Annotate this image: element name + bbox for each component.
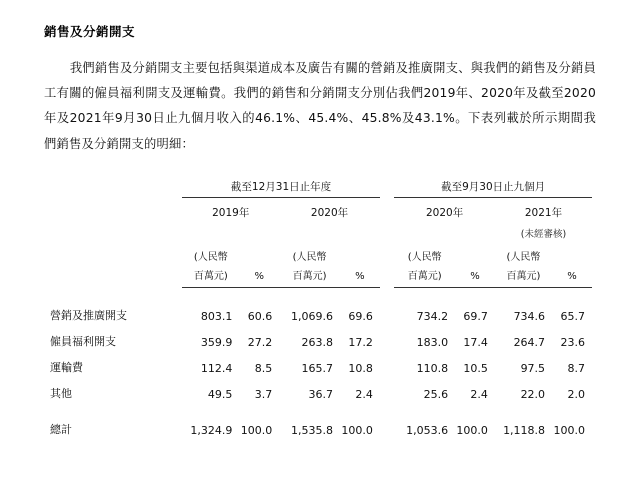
cell-value: 8.7	[567, 361, 585, 375]
rule-cell	[394, 406, 455, 415]
cell-value: 2.4	[470, 387, 488, 401]
rule-cell	[182, 439, 239, 442]
spacer-cell	[48, 287, 592, 302]
unit-percent-2021: %	[552, 267, 592, 288]
rule-cell	[239, 439, 279, 442]
total-value: 1,324.9	[190, 423, 233, 437]
unit-blank-2	[340, 248, 380, 267]
rule-cell	[495, 439, 552, 442]
empty-label-cell	[48, 226, 182, 248]
total-value: 100.0	[240, 423, 273, 437]
column-gap	[380, 248, 394, 267]
rule-cell	[182, 406, 239, 415]
cell-value: 10.5	[463, 361, 488, 375]
cell-value: 263.8	[301, 335, 333, 349]
table-total-row	[48, 415, 592, 439]
rule-cell	[455, 406, 495, 415]
cell-value: 112.4	[200, 361, 233, 375]
unit-currency-2021: (人民幣	[506, 251, 541, 263]
rule-cell	[340, 439, 380, 442]
cell-value: 110.8	[416, 361, 449, 375]
unit-currency-2019: (人民幣	[193, 251, 228, 263]
financial-table-wrapper	[44, 179, 596, 442]
rule-cell	[455, 439, 495, 442]
cell-value: 36.7	[308, 387, 333, 401]
column-gap	[380, 328, 394, 354]
cell-value: 8.5	[254, 361, 273, 375]
total-value: 1,118.8	[503, 423, 546, 437]
cell-value: 2.4	[355, 387, 373, 401]
table-unit-row-2	[48, 267, 592, 288]
cell-value: 17.2	[348, 335, 373, 349]
table-audit-note-row	[48, 226, 592, 248]
row-label-others: 其他	[50, 386, 72, 400]
empty-label-cell	[48, 248, 182, 267]
unit-amount-2021: 百萬元)	[495, 267, 552, 288]
cell-value: 803.1	[200, 309, 233, 323]
total-value: 100.0	[341, 423, 373, 437]
year-header-2019: 2019年	[212, 206, 250, 219]
cell-value: 264.7	[513, 335, 546, 349]
empty-label-cell	[48, 197, 182, 226]
group-header-annual: 截至12月31日止年度	[182, 179, 380, 198]
cell-value: 734.2	[416, 309, 449, 323]
row-label-total: 總計	[50, 422, 72, 436]
column-gap	[380, 380, 394, 406]
rule-cell	[239, 406, 279, 415]
cell-value: 165.7	[301, 361, 333, 375]
total-value: 100.0	[456, 423, 488, 437]
table-row	[48, 328, 592, 354]
unit-currency-2020b: (人民幣	[407, 251, 442, 263]
row-label-marketing: 營銷及推廣開支	[50, 308, 127, 322]
unit-currency-2020a: (人民幣	[292, 251, 327, 263]
unit-amount-2020a: 百萬元)	[279, 267, 340, 288]
cell-value: 65.7	[560, 309, 585, 323]
rule-cell	[279, 406, 340, 415]
rule-cell	[394, 439, 455, 442]
unit-blank-1	[239, 248, 279, 267]
column-gap	[380, 197, 394, 226]
cell-value: 60.6	[247, 309, 273, 323]
table-row	[48, 380, 592, 406]
total-value: 100.0	[553, 423, 585, 437]
post-total-gap	[48, 439, 592, 442]
row-label-transport: 運輸費	[50, 360, 83, 374]
table-unit-row-1	[48, 248, 592, 267]
table-row	[48, 354, 592, 380]
audit-note: (未經審核)	[520, 228, 567, 240]
row-label-staff-welfare: 僱員福利開支	[50, 334, 116, 348]
column-gap	[380, 415, 394, 439]
rule-cell	[552, 439, 592, 442]
rule-cell	[340, 406, 380, 415]
rule-cell	[552, 406, 592, 415]
gap-cell	[48, 439, 182, 442]
table-group-header-row	[48, 179, 592, 198]
table-spacer	[48, 287, 592, 302]
page-title: 銷售及分銷開支	[44, 24, 136, 39]
cell-value: 97.5	[520, 361, 546, 375]
total-value: 1,053.6	[406, 423, 449, 437]
body-paragraph: 我們銷售及分銷開支主要包括與渠道成本及廣告有關的營銷及推廣開支、與我們的銷售及分銷員工有關的僱員福利開支及運輸費。我們的銷售和分銷開支分別佔我們2019年、2020年及截至2020年及2021年9月30日止九個月收入的46.1%、45.4%、45.8%及43.1%。下表列載於所示期間我們銷售及分銷開支的明細：	[44, 61, 596, 151]
table-year-header-row	[48, 197, 592, 226]
unit-amount-2020b: 百萬元)	[394, 267, 455, 288]
unit-blank-4	[552, 248, 592, 267]
column-gap	[380, 406, 394, 415]
cell-value: 183.0	[416, 335, 449, 349]
empty-note-cell-b	[279, 226, 380, 248]
empty-note-cell-c	[394, 226, 495, 248]
column-gap	[380, 226, 394, 248]
cell-value: 1,069.6	[290, 309, 333, 323]
cell-value: 49.5	[207, 387, 233, 401]
cell-value: 69.7	[463, 309, 488, 323]
cell-value: 25.6	[423, 387, 449, 401]
cell-value: 359.9	[200, 335, 233, 349]
gap-cell	[48, 406, 182, 415]
cell-value: 27.2	[247, 335, 273, 349]
table-row	[48, 302, 592, 328]
rule-cell	[495, 406, 552, 415]
column-gap	[380, 267, 394, 288]
total-value: 1,535.8	[290, 423, 333, 437]
unit-amount-2019: 百萬元)	[182, 267, 239, 288]
cell-value: 3.7	[254, 387, 273, 401]
column-gap	[380, 354, 394, 380]
unit-percent-2019: %	[239, 267, 279, 288]
column-gap	[380, 439, 394, 442]
unit-blank-3	[455, 248, 495, 267]
pre-total-gap	[48, 406, 592, 415]
column-gap	[380, 302, 394, 328]
cell-value: 69.6	[348, 309, 373, 323]
unit-percent-2020a: %	[340, 267, 380, 288]
cell-value: 10.8	[348, 361, 373, 375]
cell-value: 17.4	[463, 335, 488, 349]
cell-value: 23.6	[560, 335, 585, 349]
year-header-2021-interim: 2021年	[524, 206, 563, 219]
empty-note-cell-a	[182, 226, 279, 248]
cell-value: 734.6	[513, 309, 546, 323]
group-header-nine-months: 截至9月30日止九個月	[394, 179, 592, 198]
corner-cell	[48, 179, 182, 198]
year-header-2020-interim: 2020年	[426, 206, 464, 219]
unit-percent-2020b: %	[455, 267, 495, 288]
column-gap	[380, 179, 394, 198]
cell-value: 22.0	[520, 387, 546, 401]
cell-value: 2.0	[567, 387, 585, 401]
year-header-2020-annual: 2020年	[310, 206, 349, 219]
empty-label-cell	[48, 267, 182, 288]
rule-cell	[279, 439, 340, 442]
expense-breakdown-table	[48, 179, 592, 442]
